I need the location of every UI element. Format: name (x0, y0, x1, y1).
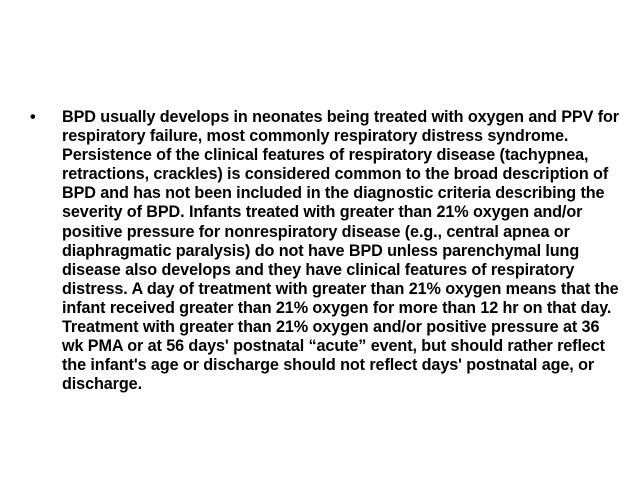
bullet-text: BPD usually develops in neonates being treated with oxygen and PPV for respiratory failure, most commonly respiratory distress syndrome. Persistence of the clinical features of respiratory disease (tachypnea, retractions, crackles) is considered common to the broad description of BPD and has not been included in the diagnostic criteria describing the severity of BPD. Infants treated with greater than 21% oxygen and/or positive pressure for nonrespiratory disease (e.g., central apnea or diaphragmatic paralysis) do not have BPD unless parenchymal lung disease also develops and they have clinical features of respiratory distress. A day of treatment with greater than 21% oxygen means that the infant received greater than 21% oxygen for more than 12 hr on that day. Treatment with greater than 21% oxygen and/or positive pressure at 36 wk PMA or at 56 days' postnatal “acute” event, but should rather reflect the infant's age or discharge should not reflect days' postnatal age, or discharge. (62, 108, 619, 394)
bullet-list (30, 108, 622, 394)
bullet-item (30, 108, 622, 394)
bullet-marker: • (30, 108, 36, 126)
